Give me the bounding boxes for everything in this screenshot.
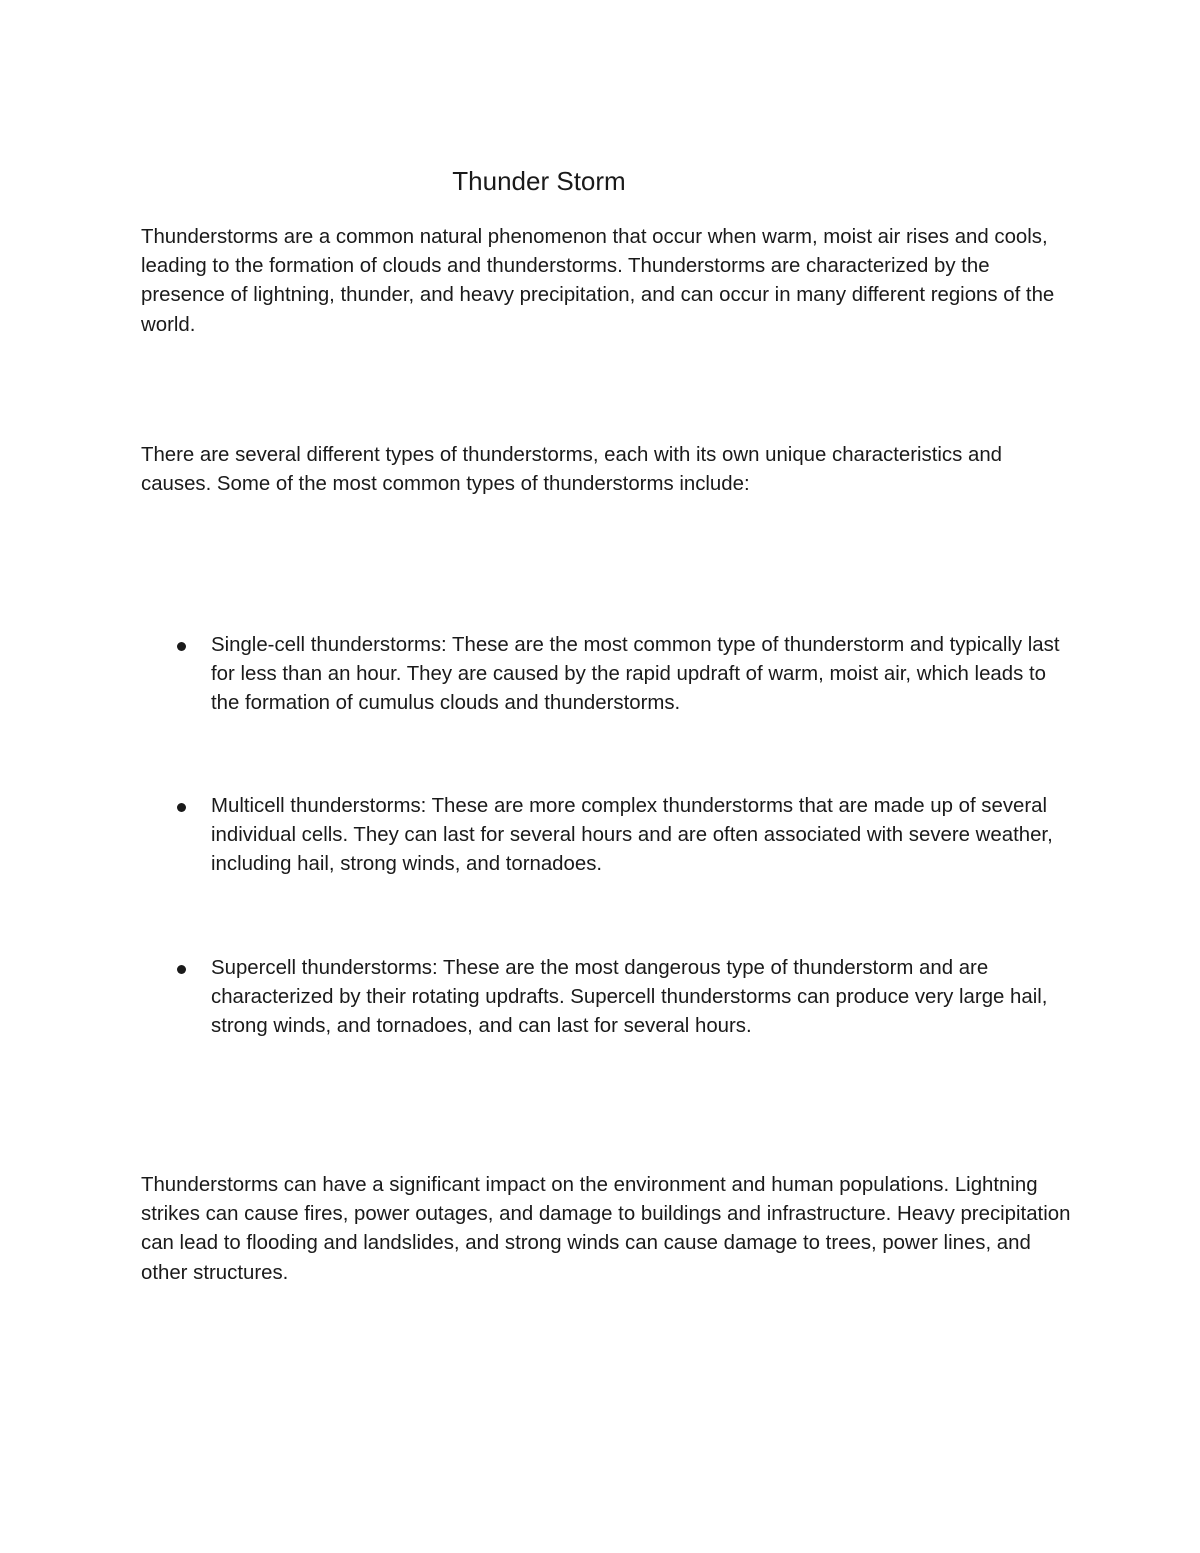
- bullet-dot-icon: [177, 803, 186, 812]
- bullet-dot-icon: [177, 642, 186, 651]
- list-item-multicell: Multicell thunderstorms: These are more complex thunderstorms that are made up of several individual cells. They can last for several hours and are often associated with severe weather, including hail, strong winds, and tornadoes.: [211, 795, 1053, 876]
- types-intro-paragraph: There are several different types of thunderstorms, each with its own unique characteristics and causes. Some of the most common types of thunderstorms include:: [141, 444, 1002, 496]
- list-item-supercell: Supercell thunderstorms: These are the most dangerous type of thunderstorm and are characterized by their rotating updrafts. Supercell thunderstorms can produce very large hail, strong winds, and tornadoes, and can last for several hours.: [211, 957, 1048, 1038]
- bullet-dot-icon: [177, 965, 186, 974]
- list-item-single-cell: Single-cell thunderstorms: These are the most common type of thunderstorm and typically last for less than an hour. They are caused by the rapid updraft of warm, moist air, which leads to the formation of cumulus clouds and thunderstorms.: [211, 634, 1060, 715]
- intro-paragraph: Thunderstorms are a common natural phenomenon that occur when warm, moist air rises and cools, leading to the formation of clouds and thunderstorms. Thunderstorms are characterized by the presence of lightning, thunder, and heavy precipitation, and can occur in many different regions of the world.: [141, 226, 1055, 336]
- impact-paragraph: Thunderstorms can have a significant impact on the environment and human populations. Lightning strikes can cause fires, power outages, and damage to buildings and infrastructure. Heavy precipitation can lead to flooding and landslides, and strong winds can cause damage to trees, power lines, and other structures.: [141, 1174, 1071, 1284]
- document-title: Thunder Storm: [452, 166, 626, 196]
